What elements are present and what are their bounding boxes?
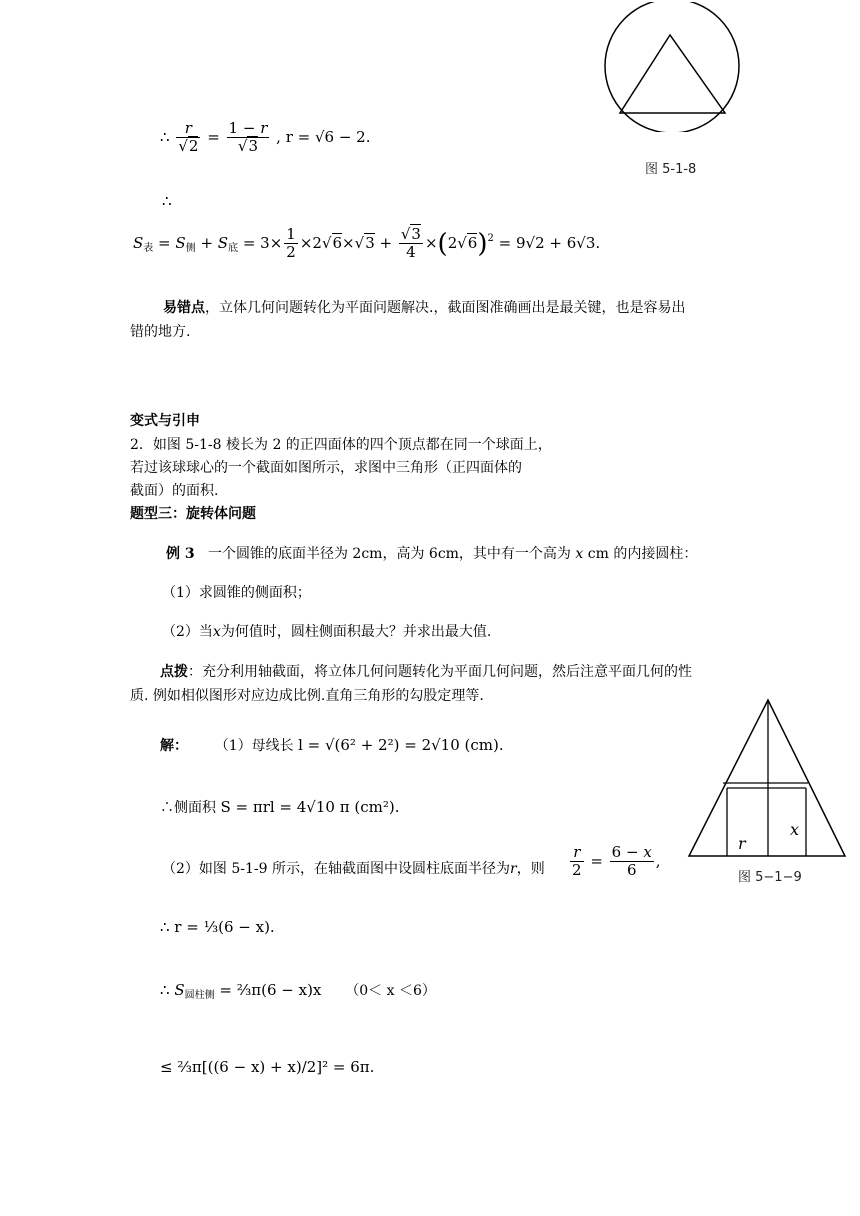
radius-expression: ∴ r = ⅓(6 − x). [160,918,275,936]
circle-triangle-diagram [600,2,745,132]
equation-radius-result: , r = √6 − 2. [276,127,371,146]
ratio-equation: $\frac{r}{2}$ = $\frac{6 - x}{6}$ , [572,843,661,880]
lateral-area-line: ∴侧面积 S = πrl = 4√10 π (cm²). [160,798,400,816]
figure-caption: 图 5-1-8 [645,162,697,177]
variant-line-1: 2．如图 5-1-8 棱长为 2 的正四面体的四个顶点都在同一个球面上， [130,437,552,453]
question-2: （2）当x为何值时，圆柱侧面积最大？并求出最大值. [162,624,492,640]
solution-label: 解： [160,738,188,754]
solution-part-1: 解： （1）母线长 l = √(6² + 2²) = 2√10 (cm). [160,736,504,754]
cylinder-area-equation: = ⅔π(6 − x)x [219,981,322,999]
hint-paragraph: 点拨：充分利用轴截面，将立体几何问题转化为平面几何问题，然后注意平面几何的性 [160,664,692,680]
cylinder-area-line: ∴ $S_{圆柱侧}$ = ⅔π(6 − x)x （0＜ x ＜6） [160,981,436,1001]
question-1: （1）求圆锥的侧面积； [162,585,311,601]
mistake-paragraph-cont: 错的地方. [130,324,191,340]
hint-paragraph-cont: 质. 例如相似图形对应边成比例.直角三角形的勾股定理等. [130,688,484,704]
figure-5-1-8 [600,2,745,132]
mistake-paragraph: 易错点，立体几何问题转化为平面问题解决.，截面图准确画出是最关键，也是容易出 [163,300,686,316]
therefore-symbol: ∴ [162,192,172,210]
slant-height-equation: l = √(6² + 2²) = 2√10 (cm). [298,736,504,754]
variant-line-2: 若过该球球心的一个截面如图所示，求图中三角形（正四面体的 [130,460,522,476]
label-x: x [790,820,800,839]
figure-caption-2: 图 5−1−9 [738,870,802,885]
example-label: 例 3 [166,546,195,562]
variant-line-3: 截面）的面积. [130,483,219,499]
hint-label: 点拨 [160,664,188,680]
cone-cylinder-diagram [686,696,848,860]
equation-radius: ∴ $\frac{r}{√2}$ = $\frac{1 - r}{√3}$ , r = √6 − 2. [160,119,371,156]
figure-5-1-9 [686,696,848,860]
solution-part-2: （2）如图 5-1-9 所示，在轴截面图中设圆柱底面半径为r，则 [162,861,545,877]
domain-range: （0＜ x ＜6） [345,983,436,999]
variant-heading: 变式与引申 [130,413,200,429]
section-heading: 题型三：旋转体问题 [130,506,256,522]
lateral-area-equation: S = πrl = 4√10 π (cm²). [220,798,400,816]
label-r: r [738,834,746,853]
equation-surface-area: $S_表 = S_侧 + S_底 = 3\times$ $\frac{1}{2}$ ×2√6×√3 + $\frac{√3}{4}$ $\times(2√6)^2 = 9√2 + 6√3$. [133,225,601,262]
mistake-label: 易错点 [163,300,205,316]
surface-area-result: = 9√2 + 6√3. [498,233,601,252]
inequality-line: ≤ ⅔π[((6 − x) + x)/2]² = 6π. [160,1058,375,1076]
example-3: 例 3 一个圆锥的底面半径为 2cm，高为 6cm，其中有一个高为 x cm 的内接圆柱： [166,546,698,562]
